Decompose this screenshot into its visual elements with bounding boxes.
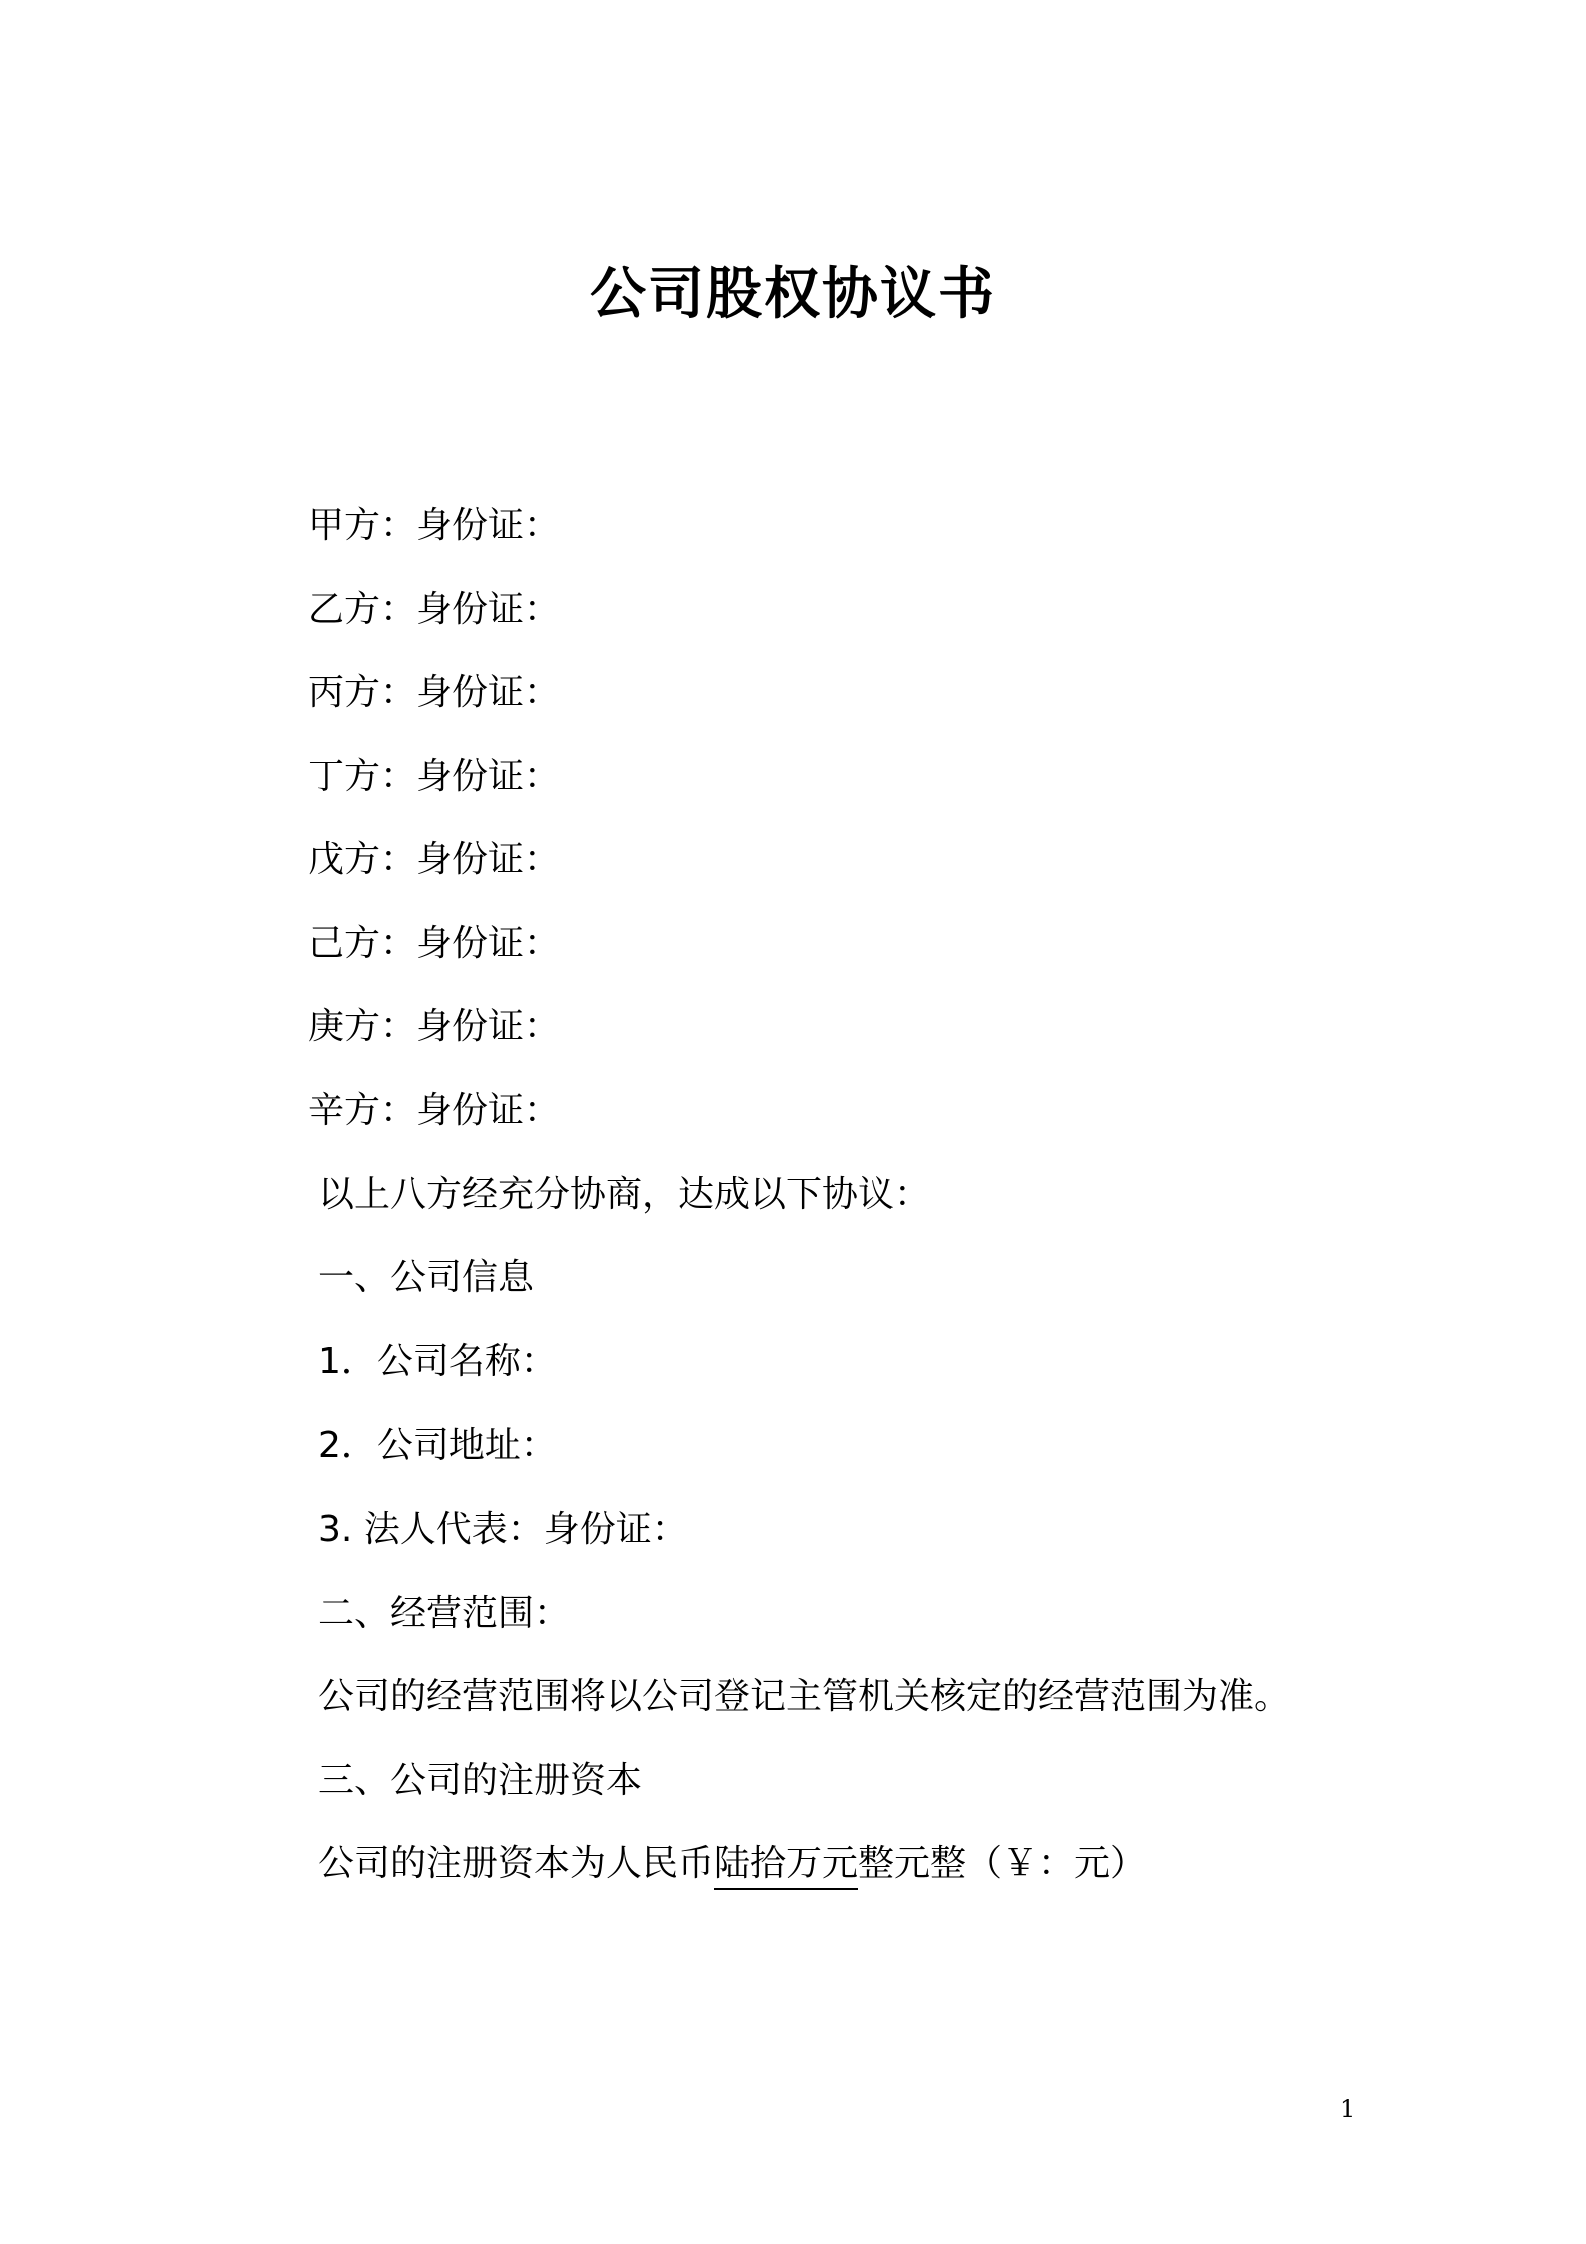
party-line-geng: 庚方：身份证：	[308, 1006, 561, 1047]
business-scope-text: 公司的经营范围将以公司登记主管机关核定的经营范围为准。	[318, 1676, 1291, 1717]
page-number: 1	[1340, 2095, 1356, 2123]
party-line-bing: 丙方：身份证：	[308, 672, 561, 713]
company-name-line: 1．公司名称：	[318, 1341, 557, 1382]
registered-capital-suffix: 整元整（￥：元）	[858, 1843, 1147, 1884]
party-line-ji: 己方：身份证：	[308, 923, 561, 964]
company-address-line: 2．公司地址：	[318, 1425, 557, 1466]
registered-capital-prefix: 公司的注册资本为人民币	[318, 1843, 715, 1884]
document-title: 公司股权协议书	[590, 262, 996, 327]
registered-capital-text	[318, 1843, 1147, 1884]
agreement-intro: 以上八方经充分协商，达成以下协议：	[318, 1174, 931, 1215]
legal-representative-line: 3. 法人代表：身份证：	[318, 1509, 688, 1550]
section-heading-company-info: 一、公司信息	[318, 1257, 535, 1298]
party-line-jia: 甲方：身份证：	[308, 505, 561, 546]
section-heading-registered-capital: 三、公司的注册资本	[318, 1760, 643, 1801]
party-line-wu: 戊方：身份证：	[308, 839, 561, 880]
party-line-ding: 丁方：身份证：	[308, 756, 561, 797]
party-line-yi: 乙方：身份证：	[308, 589, 561, 630]
section-heading-business-scope: 二、经营范围：	[318, 1593, 571, 1634]
party-line-xin: 辛方：身份证：	[308, 1090, 561, 1131]
registered-capital-amount: 陆拾万元	[714, 1843, 858, 1890]
